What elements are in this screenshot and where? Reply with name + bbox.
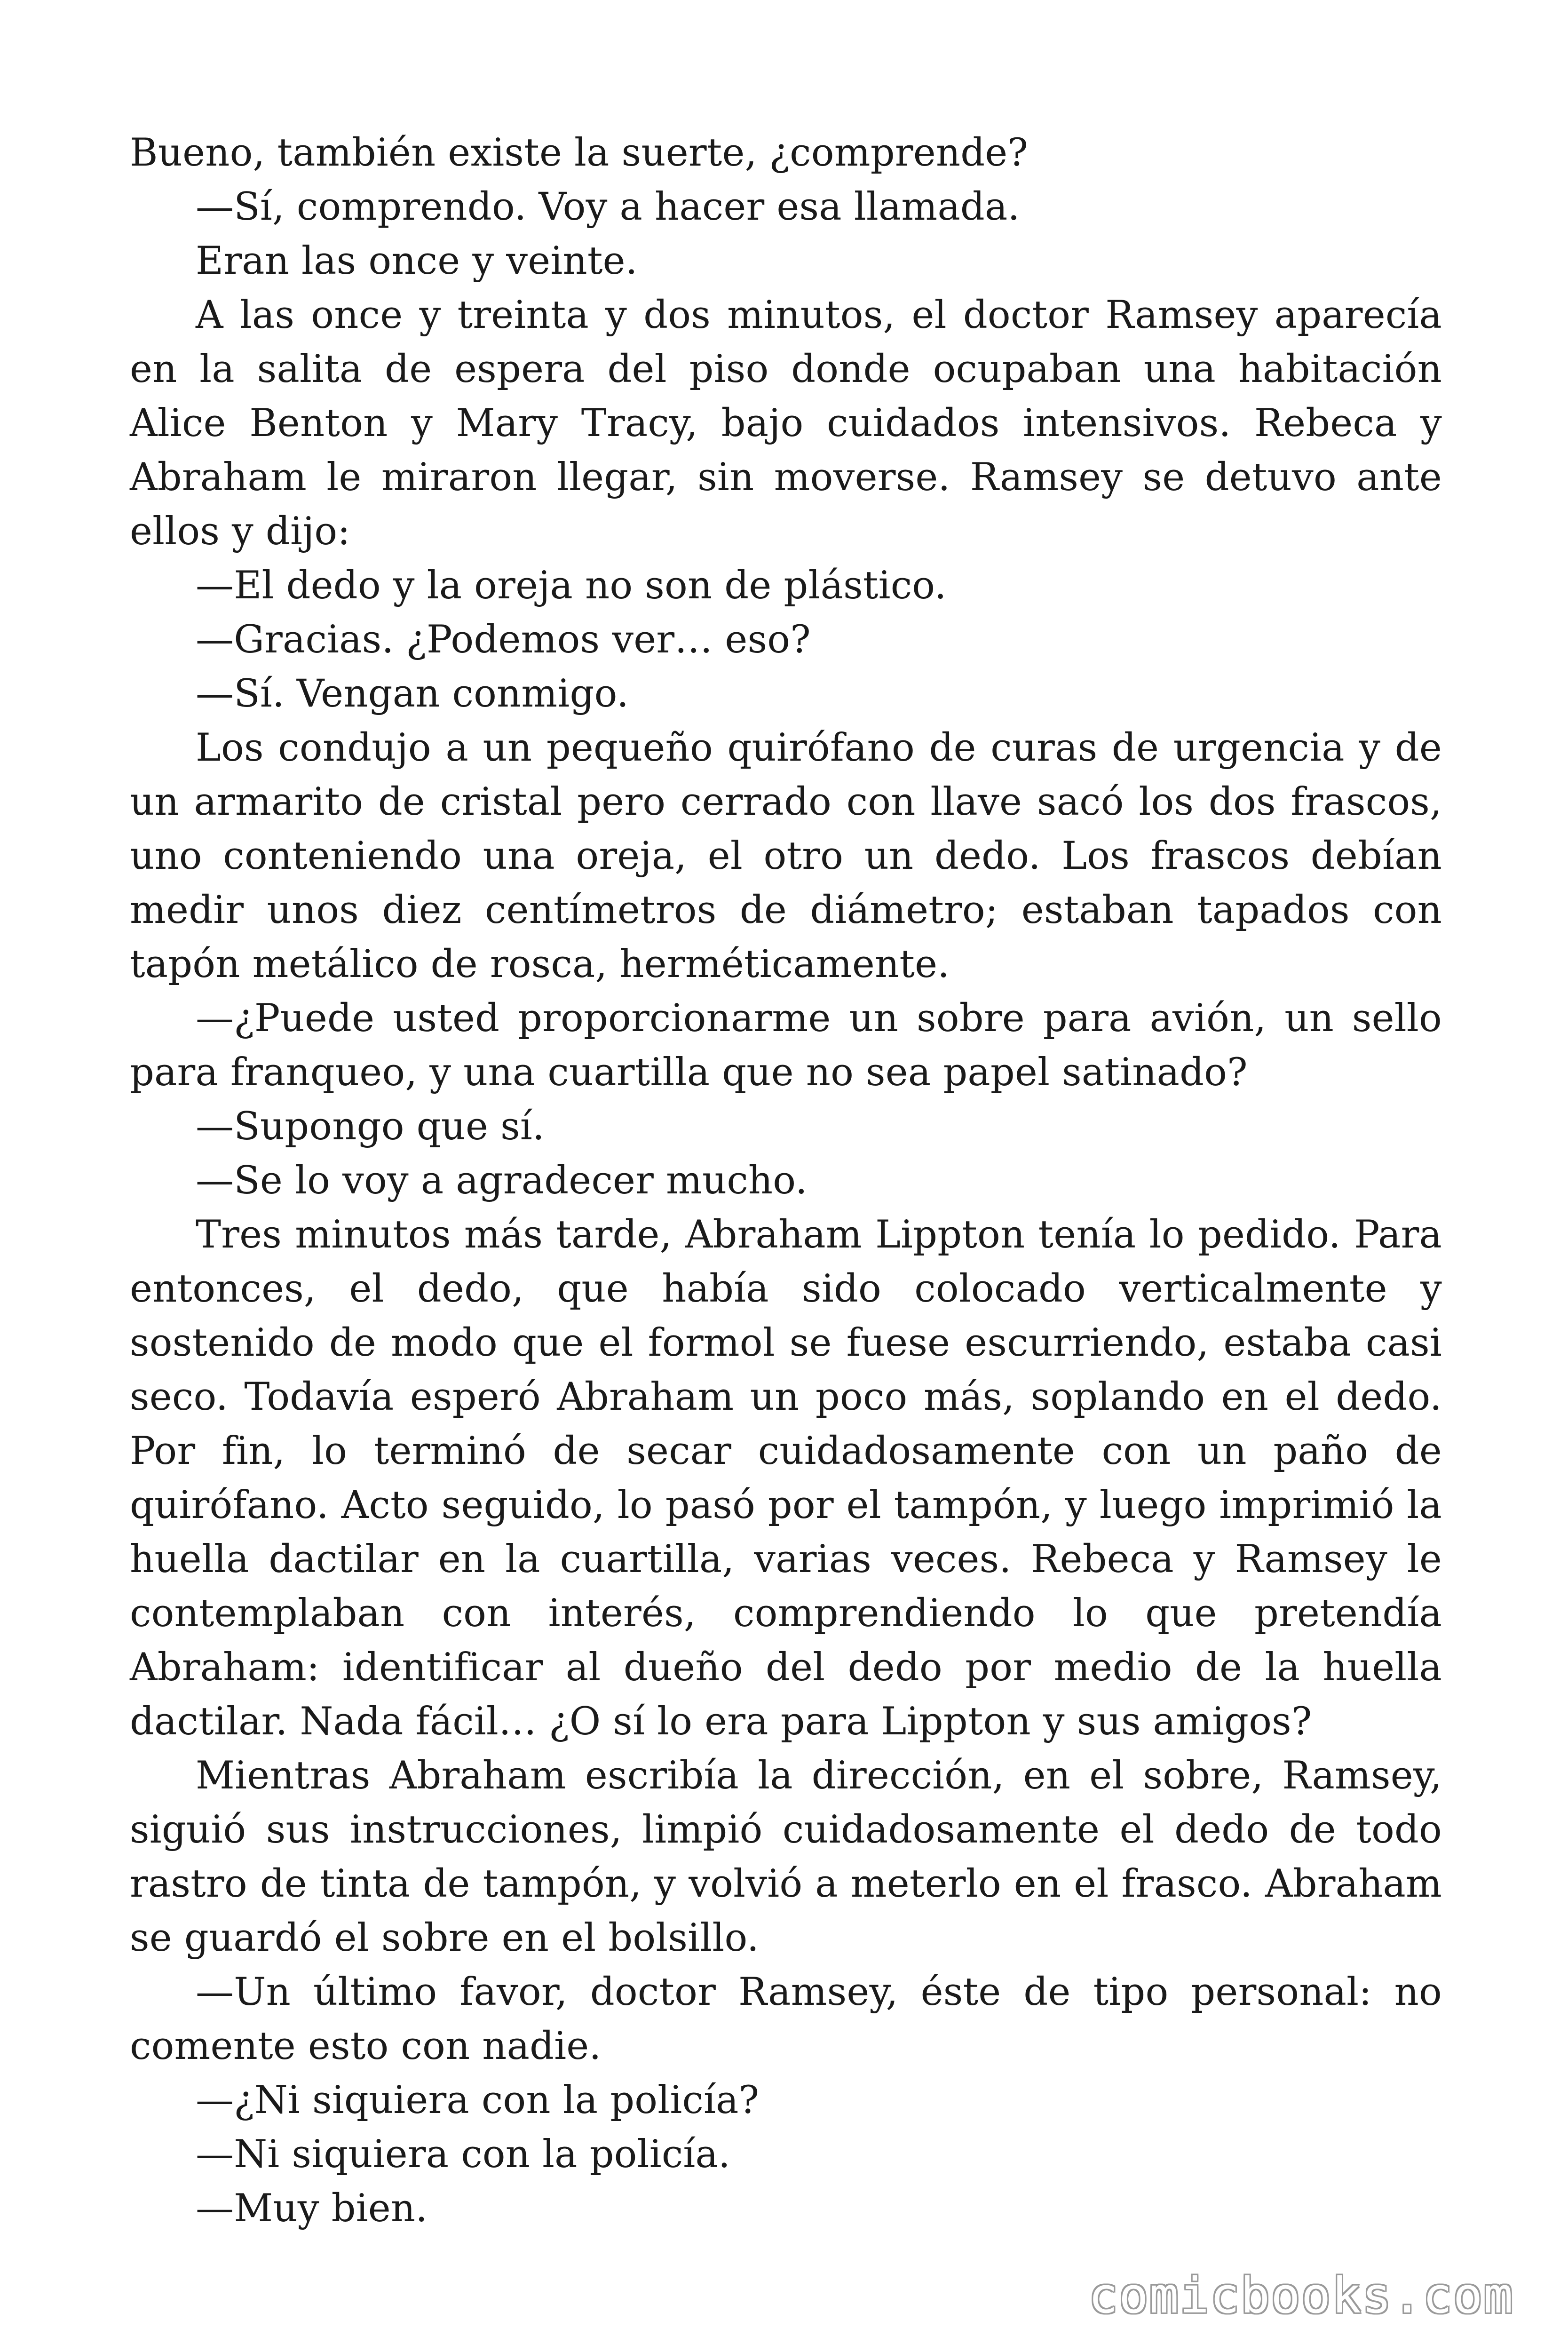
paragraph: —Ni siquiera con la policía. xyxy=(196,2132,730,2177)
paragraph: A las once y treinta y dos minutos, el doctor Ramsey aparecía en la salita de espera del piso donde ocupaban una habitación Alice Benton y Mary Tracy, bajo cuidados intensivos. Rebeca y Abraham le miraron llegar, sin moverse. Ramsey se detuvo ante ellos y dijo: xyxy=(130,293,1442,554)
paragraph: —Gracias. ¿Podemos ver… eso? xyxy=(196,618,811,662)
watermark: comicbooks.com xyxy=(1088,2267,1514,2324)
paragraph: —¿Ni siquiera con la policía? xyxy=(196,2078,760,2122)
paragraph: Eran las once y veinte. xyxy=(196,239,638,283)
paragraph: —El dedo y la oreja no son de plástico. xyxy=(196,564,947,608)
paragraph: —Sí. Vengan conmigo. xyxy=(196,672,629,716)
paragraph: —Un último favor, doctor Ramsey, éste de tipo personal: no comente esto con nadie. xyxy=(130,1970,1442,2068)
paragraph: —Muy bien. xyxy=(196,2186,428,2231)
paragraph: Bueno, también existe la suerte, ¿comprende? xyxy=(130,131,1029,175)
paragraph: —Supongo que sí. xyxy=(196,1104,545,1149)
paragraph: Tres minutos más tarde, Abraham Lippton tenía lo pedido. Para entonces, el dedo, que había sido colocado verticalmente y sostenido de modo que el formol se fuese escurriendo, estaba casi seco. Todavía esperó Abraham un poco más, soplando en el dedo. Por fin, lo terminó de secar cuidadosamente con un paño de quirófano. Acto seguido, lo pasó por el tampón, y luego imprimió la huella dactilar en la cuartilla, varias veces. Rebeca y Ramsey le contemplaban con interés, comprendiendo lo que pretendía Abraham: identificar al dueño del dedo por medio de la huella dactilar. Nada fácil… ¿O sí lo era para Lippton y sus amigos? xyxy=(130,1213,1442,1744)
paragraph: Los condujo a un pequeño quirófano de curas de urgencia y de un armarito de cristal pero cerrado con llave sacó los dos frascos, uno conteniendo una oreja, el otro un dedo. Los frascos debían medir unos diez centímetros de diámetro; estaban tapados con tapón metálico de rosca, herméticamente. xyxy=(130,726,1442,986)
paragraph: Mientras Abraham escribía la dirección, en el sobre, Ramsey, siguió sus instrucciones, limpió cuidadosamente el dedo de todo rastro de tinta de tampón, y volvió a meterlo en el frasco. Abraham se guardó el sobre en el bolsillo. xyxy=(130,1754,1442,1960)
paragraph: —Se lo voy a agradecer mucho. xyxy=(196,1159,808,1203)
paragraph: —¿Puede usted proporcionarme un sobre para avión, un sello para franqueo, y una cuartilla que no sea papel satinado? xyxy=(130,996,1442,1095)
paragraph: —Sí, comprendo. Voy a hacer esa llamada. xyxy=(196,185,1020,229)
page-body xyxy=(130,126,1442,2236)
